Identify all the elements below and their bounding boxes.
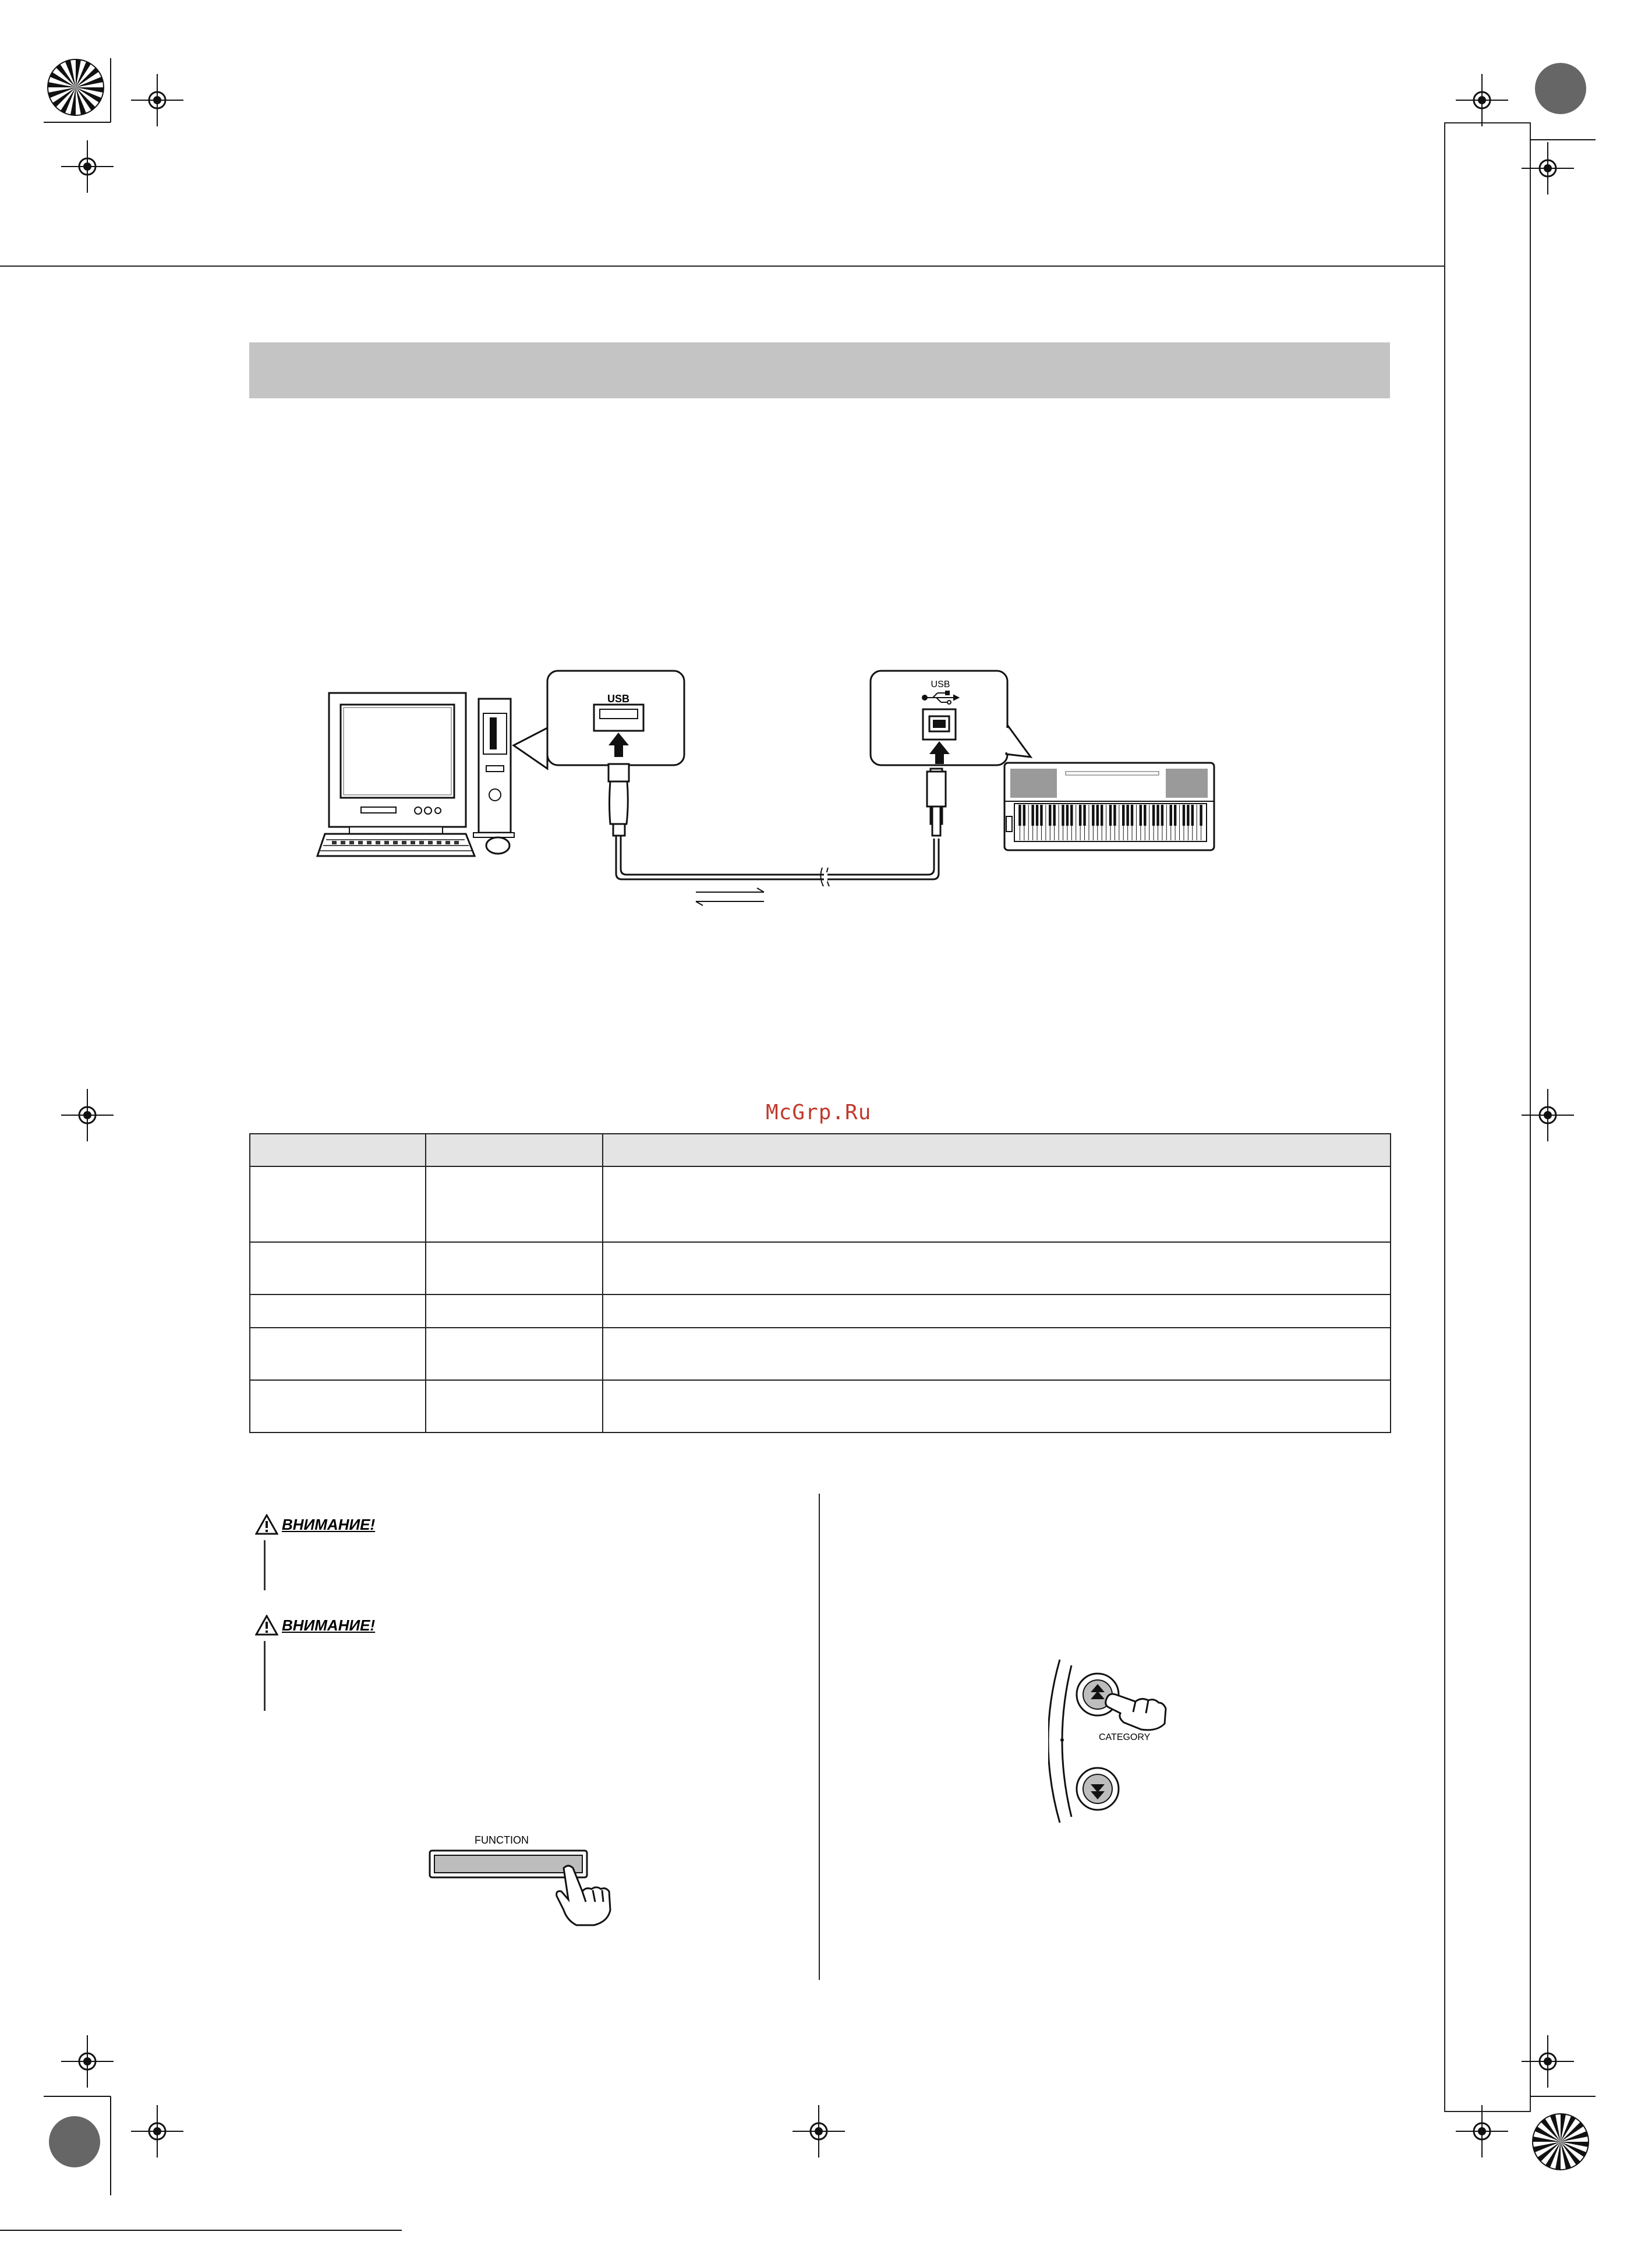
- black-key: [1170, 805, 1172, 826]
- table-cell: [603, 1380, 1391, 1433]
- caution-label: ВНИМАНИЕ!: [282, 1515, 376, 1533]
- table-row: [250, 1294, 1391, 1328]
- caution-bar-1: [264, 1540, 266, 1590]
- black-key: [1049, 805, 1051, 826]
- black-key: [1031, 805, 1034, 826]
- black-key: [1187, 805, 1189, 826]
- usb-connection-diagram: [309, 664, 1299, 932]
- category-button-label: CATEGORY: [1099, 1732, 1151, 1742]
- table-header-cell: [250, 1134, 426, 1166]
- instrument-usb-port-callout: [871, 671, 1031, 765]
- black-key: [1036, 805, 1038, 826]
- black-key: [1083, 805, 1085, 826]
- computer-icon: [317, 693, 514, 856]
- black-key: [1070, 805, 1073, 826]
- warning-triangle-icon: [255, 1514, 278, 1535]
- black-key: [1174, 805, 1176, 826]
- black-key: [1101, 805, 1103, 826]
- table-header-cell: [603, 1134, 1391, 1166]
- black-key: [1023, 805, 1025, 826]
- table-cell: [426, 1328, 603, 1380]
- black-key: [1144, 805, 1146, 826]
- caution-label: ВНИМАНИЕ!: [282, 1616, 376, 1634]
- black-key: [1040, 805, 1042, 826]
- table-cell: [603, 1242, 1391, 1294]
- spec-table: [249, 1133, 1391, 1433]
- table-cell: [250, 1380, 426, 1433]
- instrument-usb-label: USB: [931, 680, 950, 689]
- black-key: [1096, 805, 1099, 826]
- warning-triangle-icon: [255, 1615, 278, 1636]
- black-key: [1018, 805, 1021, 826]
- black-key: [1092, 805, 1094, 826]
- black-key: [1122, 805, 1124, 826]
- table-cell: [426, 1294, 603, 1328]
- table-cell: [603, 1294, 1391, 1328]
- caution-bar-2: [264, 1641, 266, 1711]
- table-cell: [603, 1328, 1391, 1380]
- watermark-text: McGrp.Ru: [766, 1101, 872, 1124]
- category-down-button[interactable]: [1077, 1768, 1119, 1810]
- black-key: [1109, 805, 1112, 826]
- table-cell: [426, 1380, 603, 1433]
- table-cell: [250, 1294, 426, 1328]
- table-header-cell: [426, 1134, 603, 1166]
- pressing-hand-icon: [1106, 1694, 1166, 1730]
- black-key: [1191, 805, 1194, 826]
- table-cell: [426, 1166, 603, 1242]
- table-cell: [250, 1242, 426, 1294]
- keyboard-instrument-icon: [1004, 763, 1214, 850]
- black-key: [1053, 805, 1055, 826]
- black-key: [1131, 805, 1133, 826]
- caution-notice-1: [255, 1514, 375, 1535]
- computer-usb-label: USB: [607, 693, 630, 705]
- black-key: [1126, 805, 1129, 826]
- function-button-label: FUNCTION: [475, 1834, 529, 1846]
- table-row: [250, 1242, 1391, 1294]
- table-cell: [250, 1328, 426, 1380]
- black-key: [1079, 805, 1081, 826]
- computer-usb-port-callout: [514, 671, 684, 769]
- section-title-bar: [249, 342, 1390, 398]
- function-button[interactable]: [425, 1846, 611, 1927]
- black-key: [1200, 805, 1202, 826]
- table-row: [250, 1166, 1391, 1242]
- black-key: [1062, 805, 1064, 826]
- black-key: [1183, 805, 1185, 826]
- black-key: [1140, 805, 1142, 826]
- usb-cable: [609, 764, 946, 886]
- table-cell: [250, 1166, 426, 1242]
- table-row: [250, 1380, 1391, 1433]
- table-cell: [603, 1166, 1391, 1242]
- black-key: [1152, 805, 1155, 826]
- black-key: [1066, 805, 1069, 826]
- black-key: [1156, 805, 1159, 826]
- black-key: [1161, 805, 1163, 826]
- table-header-row: [250, 1134, 1391, 1166]
- black-key: [1113, 805, 1116, 826]
- table-cell: [426, 1242, 603, 1294]
- table-row: [250, 1328, 1391, 1380]
- caution-notice-2: [255, 1615, 375, 1636]
- column-divider: [819, 1494, 820, 1980]
- data-direction-arrows: [696, 888, 764, 906]
